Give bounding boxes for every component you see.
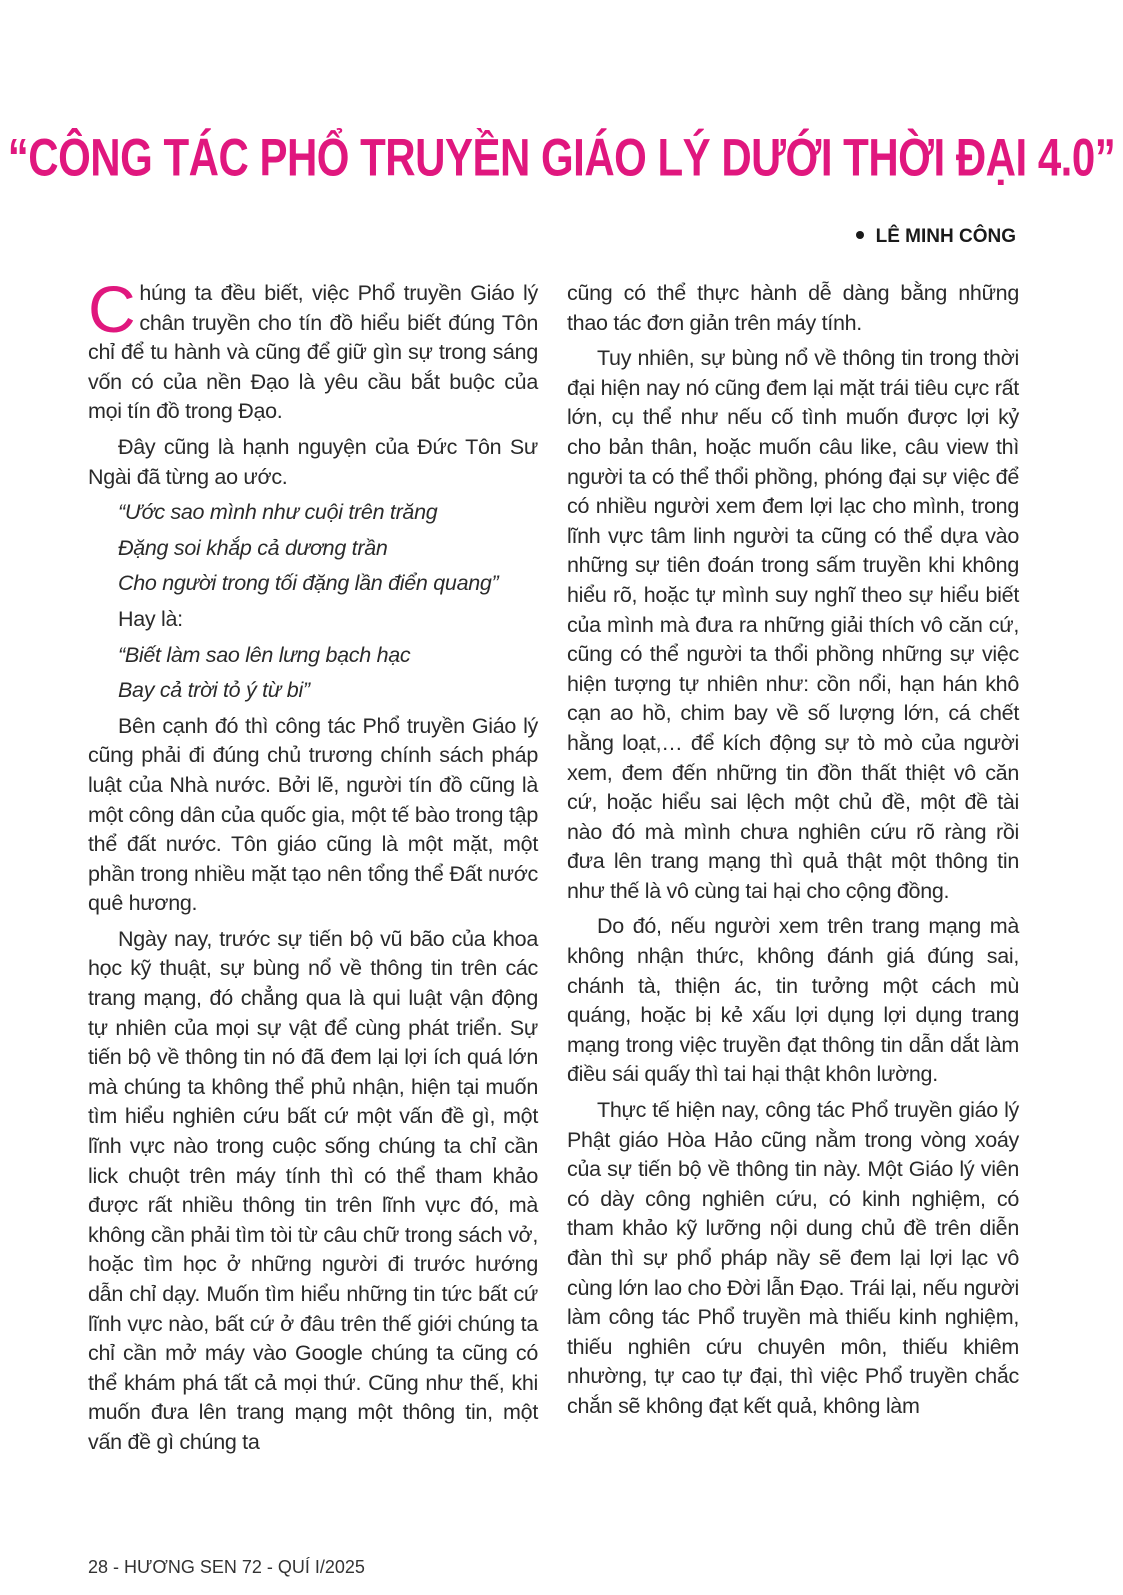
paragraph: Ngày nay, trước sự tiến bộ vũ bão của khoa học kỹ thuật, sự bùng nổ về thông tin trên các trang mạng, đó chẳng qua là qui luật vận động tự nhiên của mọi sự vật để cùng phát triển. Sự tiến bộ về thông tin nó đã đem lại lợi ích quá lớn mà chúng ta không thể phủ nhận, hiện tại muốn tìm hiểu nghiên cứu bất cứ một vấn đề gì, một lĩnh vực nào trong cuộc sống chúng ta chỉ cần lick chuột trên máy tính thì có thể tham khảo được rất nhiều thông tin trên lĩnh vực đó, mà không cần phải tìm tòi từ câu chữ trong sách vở, hoặc tìm học ở những người đi trước hướng dẫn chỉ dạy. Muốn tìm hiểu những tin tức bất cứ lĩnh vực nào, bất cứ ở đâu trên thế giới chúng ta chỉ cần mở máy vào Google chúng ta cũng có thể khám phá tất cả mọi thứ. Cũng như thế, khi muốn đưa lên trang mạng một thông tin, một vấn đề gì chúng ta (88, 926, 538, 1454)
article-title: “CÔNG TÁC PHỔ TRUYỀN GIÁO LÝ DƯỚI THỜI ĐẠI 4.0” (7, 128, 1116, 187)
bullet-icon (856, 231, 864, 239)
byline (856, 226, 1016, 248)
verse-line: Đặng soi khắp cả dương trần (118, 535, 388, 560)
paragraph: Thực tế hiện nay, công tác Phổ truyền giáo lý Phật giáo Hòa Hảo cũng nằm trong vòng xoáy của sự tiến bộ về thông tin này. Một Giáo lý viên có dày công nghiên cứu, có kinh nghiệm, có tham khảo kỹ lưỡng nội dung chủ đề trên diễn đàn thì sự phổ pháp nầy sẽ đem lại lợi lạc vô cùng lớn lao cho Đời lẫn Đạo. Trái lại, nếu người làm công tác Phổ truyền mà thiếu kinh nghiệm, thiếu nghiên cứu chuyên môn, thiếu khiêm nhường, tự cao tự đại, thì việc Phổ truyền chắc chắn sẽ không đạt kết quả, không làm (567, 1098, 1019, 1418)
verse-line: Bay cả trời tỏ ý từ bi” (118, 678, 310, 703)
drop-cap: C (88, 272, 136, 346)
paragraph: Hay là: (118, 606, 183, 631)
paragraph: Do đó, nếu người xem trên trang mạng mà không nhận thức, không đánh giá đúng sai, chánh tà, thiện ác, tin tưởng một cách mù quáng, hoặc bị kẻ xấu lợi dụng lợi dụng trang mạng trong việc truyền đạt thông tin dẫn dắt làm điều sái quấy thì tai hại thật khôn lường. (567, 914, 1019, 1087)
left-column (88, 272, 538, 1464)
paragraph: cũng có thể thực hành dễ dàng bằng những thao tác đơn giản trên máy tính. (567, 281, 1019, 335)
paragraph: Tuy nhiên, sự bùng nổ về thông tin trong thời đại hiện nay nó cũng đem lại mặt trái tiêu cực rất lớn, cụ thể như nếu cố tình muốn được lợi kỷ cho bản thân, hoặc muốn câu like, câu view thì người ta có thể thổi phồng, phóng đại sự việc để có nhiều người xem đem lợi lạc cho mình, trong lĩnh vực tâm linh người ta cũng có thể dựa vào những sự tiên đoán trong sấm truyền khi không hiểu rõ, hoặc tự mình suy nghĩ theo sự hiểu biết của mình mà đưa ra những giải thích vô căn cứ, cũng có thể người ta thổi phồng những sự việc hiện tượng tự nhiên như: cồn nổi, hạn hán khô cạn ao hồ, chim bay về số lượng lớn, cá chết hằng loạt,… để kích động sự tò mò của người xem, đem đến những tin đồn thất thiệt vô căn cứ, hoặc hiểu sai lệch một chủ đề, một đề tài nào đó mà mình chưa nghiên cứu rõ ràng rồi đưa lên trang mạng thì quả thật một thông tin như thế là vô cùng tai hại cho cộng đồng. (567, 346, 1019, 903)
verse-line: “Biết làm sao lên lưng bạch hạc (118, 642, 411, 667)
verse-line: “Ước sao mình như cuội trên trăng (118, 500, 438, 525)
right-column (567, 279, 1019, 1428)
paragraph (88, 272, 538, 427)
paragraph: Đây cũng là hạnh nguyện của Đức Tôn Sư Ngài đã từng ao ước. (88, 434, 538, 489)
paragraph: Bên cạnh đó thì công tác Phổ truyền Giáo lý cũng phải đi đúng chủ trương chính sách pháp luật của Nhà nước. Bởi lẽ, người tín đồ cũng là một công dân của quốc gia, một tế bào trong tập thể đất nước. Tôn giáo cũng là một mặt, một phần trong nhiều mặt tạo nên tổng thể Đất nước quê hương. (88, 713, 538, 916)
paragraph-text: húng ta đều biết, việc Phổ truyền Giáo lý chân truyền cho tín đồ hiểu biết đúng Tôn chỉ để tu hành và cũng để giữ gìn sự trong sáng vốn có của nền Đạo là yêu cầu bắt buộc của mọi tín đồ trong Đạo. (88, 281, 538, 424)
verse-line: Cho người trong tối đặng lần điển quang” (118, 571, 499, 596)
page-footer: 28 - HƯƠNG SEN 72 - QUÍ I/2025 (88, 1557, 365, 1577)
author-name: LÊ MINH CÔNG (875, 226, 1016, 247)
